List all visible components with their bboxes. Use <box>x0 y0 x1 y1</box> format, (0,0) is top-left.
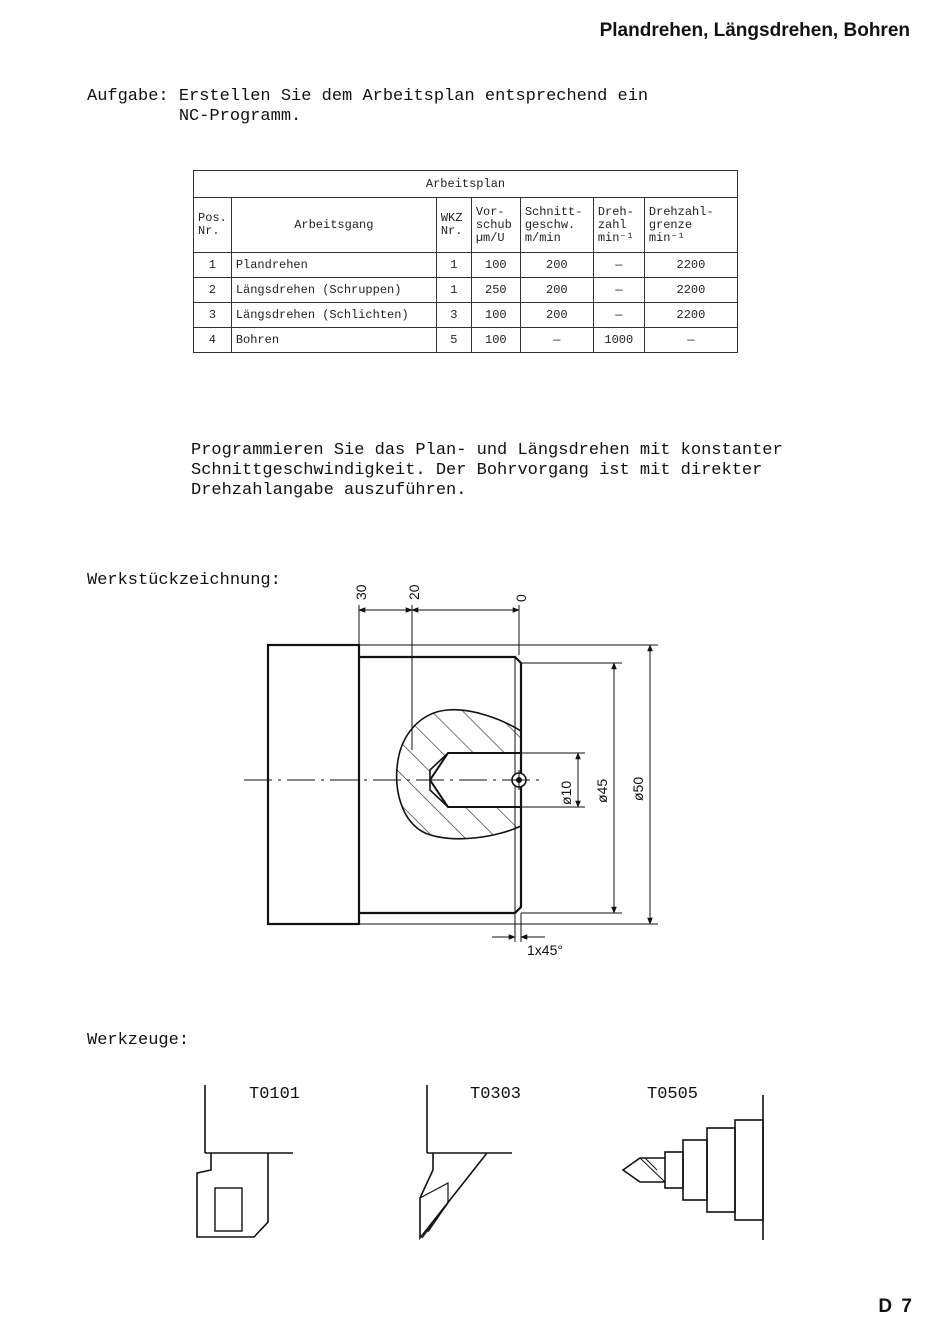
dim-chamfer: 1x45° <box>527 942 563 958</box>
tool-t0101-label: T0101 <box>249 1085 301 1104</box>
page-number: D 7 <box>878 1296 914 1317</box>
workpiece-body <box>359 657 521 913</box>
cell-arbeitsgang: Längsdrehen (Schlichten) <box>231 303 436 328</box>
instructions-line-3: Drehzahlangabe auszuführen. <box>191 481 467 500</box>
cell-drehzahl: — <box>593 303 644 328</box>
header-drehzahlgrenze: Drehzahl- grenze min⁻¹ <box>644 198 737 253</box>
cell-schnittgeschw: — <box>520 328 593 353</box>
header-wkz: WKZ Nr. <box>436 198 471 253</box>
workpiece-drawing <box>244 605 658 942</box>
header-schnittgeschw: Schnitt- geschw. m/min <box>520 198 593 253</box>
cell-vorschub: 100 <box>471 253 520 278</box>
cell-arbeitsgang: Plandrehen <box>231 253 436 278</box>
instructions-line-2: Schnittgeschwindigkeit. Der Bohrvorgang ist mit direkter <box>191 461 763 480</box>
cell-arbeitsgang: Längsdrehen (Schruppen) <box>231 278 436 303</box>
cell-vorschub: 100 <box>471 303 520 328</box>
cell-wkz: 1 <box>436 278 471 303</box>
cell-drehzahlgrenze: 2200 <box>644 253 737 278</box>
cell-schnittgeschw: 200 <box>520 253 593 278</box>
cell-pos: 1 <box>194 253 232 278</box>
tool-t0505 <box>623 1095 763 1240</box>
cell-arbeitsgang: Bohren <box>231 328 436 353</box>
dim-d45: ø45 <box>594 778 610 803</box>
section-hatch <box>397 710 521 839</box>
dim-d10: ø10 <box>558 780 574 805</box>
tool-t0101 <box>197 1085 293 1237</box>
tool-t0505-label: T0505 <box>647 1085 699 1104</box>
cell-vorschub: 100 <box>471 328 520 353</box>
header-drehzahl: Dreh- zahl min⁻¹ <box>593 198 644 253</box>
cell-drehzahlgrenze: 2200 <box>644 278 737 303</box>
dim-z30: 30 <box>353 584 369 600</box>
cell-wkz: 5 <box>436 328 471 353</box>
cell-schnittgeschw: 200 <box>520 303 593 328</box>
drawing-label: Werkstückzeichnung: <box>87 571 281 590</box>
cell-vorschub: 250 <box>471 278 520 303</box>
origin-symbol <box>509 770 529 790</box>
cell-pos: 3 <box>194 303 232 328</box>
cell-drehzahlgrenze: — <box>644 328 737 353</box>
cell-wkz: 3 <box>436 303 471 328</box>
cell-drehzahlgrenze: 2200 <box>644 303 737 328</box>
task-line-2: NC-Programm. <box>87 107 302 126</box>
tool-t0303 <box>420 1085 512 1238</box>
chamfer-dimension <box>492 913 545 942</box>
cell-drehzahl: — <box>593 253 644 278</box>
cell-pos: 4 <box>194 328 232 353</box>
cell-schnittgeschw: 200 <box>520 278 593 303</box>
cell-drehzahl: 1000 <box>593 328 644 353</box>
instructions-line-1: Programmieren Sie das Plan- und Längsdrehen mit konstanter <box>191 441 783 460</box>
header-arbeitsgang: Arbeitsgang <box>231 198 436 253</box>
tool-t0303-label: T0303 <box>470 1085 522 1104</box>
task-line-1: Aufgabe: Erstellen Sie dem Arbeitsplan entsprechend ein <box>87 87 649 106</box>
dim-z0: 0 <box>513 594 529 602</box>
page-header-title: Plandrehen, Längsdrehen, Bohren <box>599 20 910 41</box>
header-pos: Pos. Nr. <box>194 198 232 253</box>
cell-pos: 2 <box>194 278 232 303</box>
tools-label: Werkzeuge: <box>87 1031 190 1050</box>
cell-drehzahl: — <box>593 278 644 303</box>
cell-wkz: 1 <box>436 253 471 278</box>
dim-d50: ø50 <box>630 776 646 801</box>
chuck-block <box>268 645 359 924</box>
dim-z20: 20 <box>406 584 422 600</box>
work-plan-caption: Arbeitsplan <box>194 171 738 198</box>
header-vorschub: Vor- schub µm/U <box>471 198 520 253</box>
